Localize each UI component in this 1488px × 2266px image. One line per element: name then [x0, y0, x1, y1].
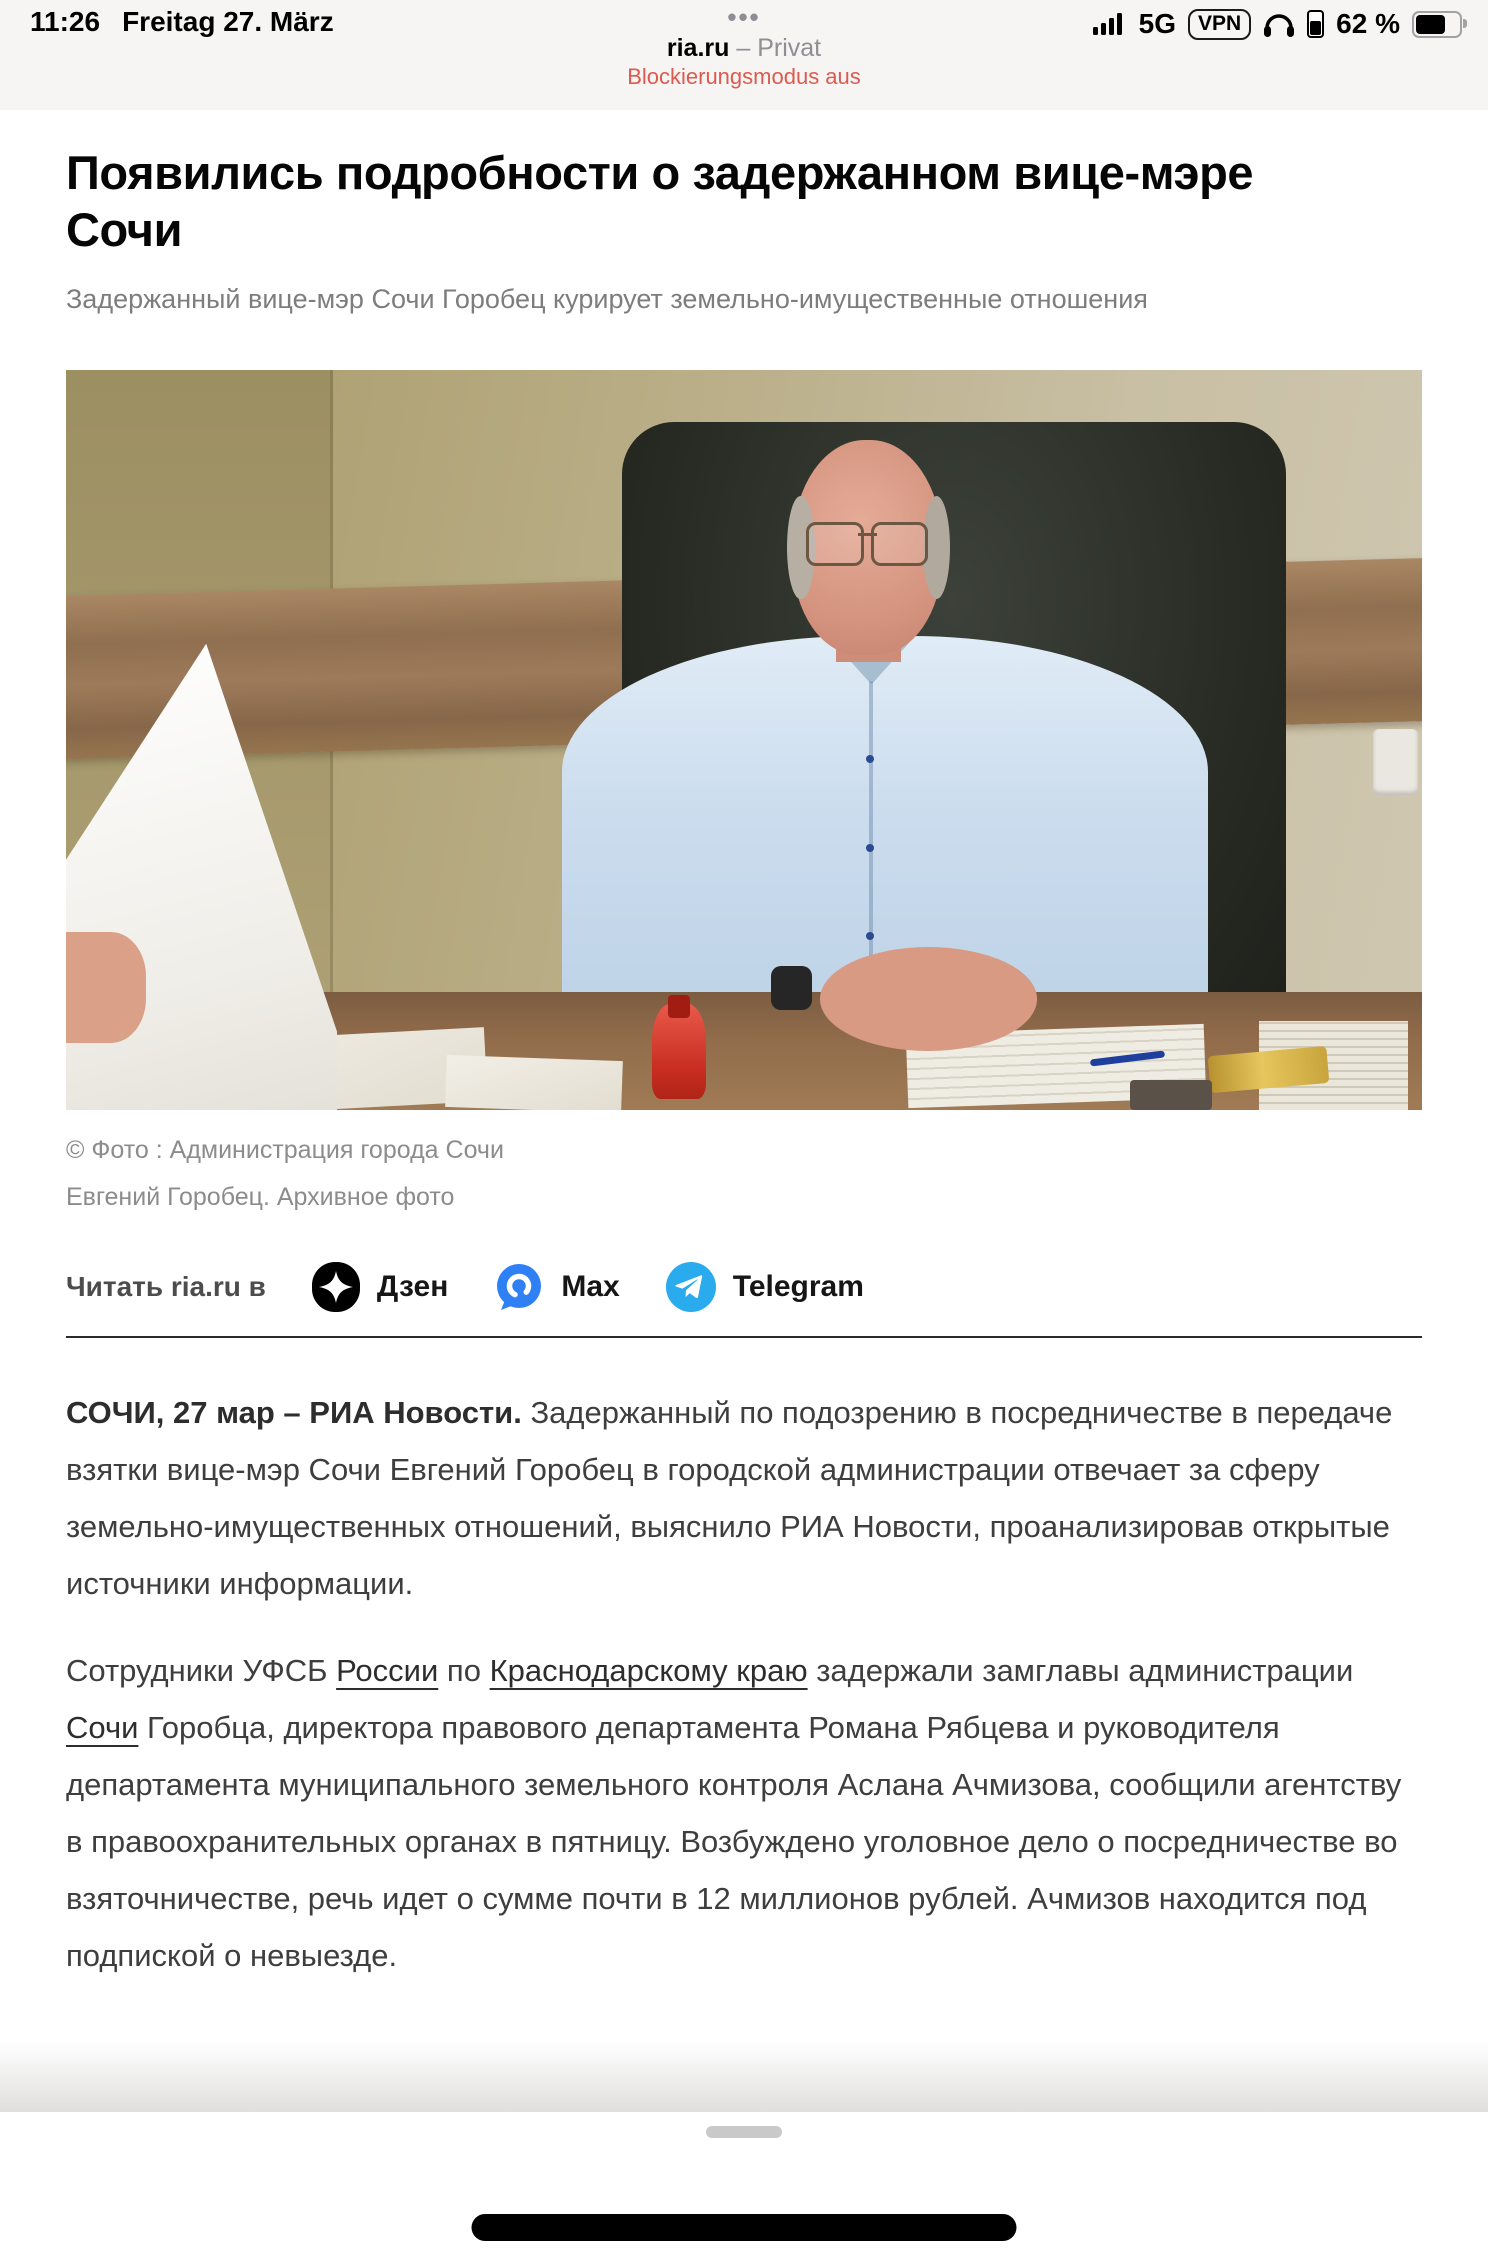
article-photo: [66, 370, 1422, 1110]
photo-man-hands: [820, 947, 1037, 1051]
article-subtitle: Задержанный вице-мэр Сочи Горобец курирует земельно-имущественные отношения: [66, 284, 1148, 314]
status-time: 11:26: [30, 6, 101, 37]
share-row: [66, 1262, 1422, 1312]
safari-top-bar: [0, 0, 1488, 110]
photo-glasses-lens: [871, 522, 928, 566]
social-link-dzen[interactable]: [312, 1262, 448, 1312]
social-label: Дзен: [376, 1270, 449, 1303]
status-date: Freitag 27. März: [122, 6, 334, 37]
photo-red-bottle-cap: [668, 995, 690, 1017]
inline-link[interactable]: России: [336, 1653, 439, 1688]
bottom-fade: [0, 2042, 1488, 2112]
photo-light-switch: [1373, 729, 1418, 796]
tab-bar-handle[interactable]: [706, 2126, 782, 2138]
photo-phone: [1130, 1080, 1211, 1110]
photo-glasses: [806, 522, 928, 560]
photo-glasses-bridge: [858, 533, 878, 536]
status-center-dots: •••: [727, 2, 761, 32]
photo-wristwatch: [771, 966, 812, 1010]
photo-credit: © Фото : Администрация города Сочи: [66, 1136, 504, 1164]
article-paragraph-2: Сотрудники УФСБ России по Краснодарскому краю задержали замглавы администрации Сочи Горобца, директора правового департамента Романа Рябцева и руководителя департамента муниципального земельного контроля Аслана Ачмизова, сообщили агентству в правоохранительных органах в пятницу. Возбуждено уголовное дело о посредничестве во взяточничестве, речь идет о сумме почти в 12 миллионов рублей. Ачмизов находится под подпиской о невыезде.: [66, 1653, 1402, 1973]
private-label: – Privat: [729, 34, 822, 62]
social-link-telegram[interactable]: [666, 1262, 864, 1312]
article-content: [0, 110, 1488, 1984]
network-label: 5G: [1138, 8, 1176, 39]
site-name[interactable]: ria.ru: [666, 34, 730, 62]
vpn-badge: VPN: [1188, 9, 1251, 40]
article-title: Появились подробности о задержанном вице-мэре Сочи: [66, 146, 1254, 256]
inline-link[interactable]: Сочи: [66, 1710, 139, 1745]
telegram-icon: [666, 1262, 716, 1312]
address-bar[interactable]: [0, 34, 1488, 63]
home-indicator[interactable]: [472, 2214, 1017, 2241]
divider: [66, 1336, 1422, 1338]
photo-caption: Евгений Горобец. Архивное фото: [66, 1183, 455, 1211]
read-on-label: Читать ria.ru в: [66, 1271, 266, 1302]
article-paragraph-1: СОЧИ, 27 мар – РИА Новости. Задержанный по подозрению в посредничестве в передаче взятки вице-мэр Сочи Евгений Горобец в городской администрации отвечает за сферу земельно-имущественных отношений, выяснило РИА Новости, проанализировав открытые источники информации.: [66, 1395, 1393, 1601]
photo-shirt-button: [866, 755, 874, 763]
photo-paper: [445, 1055, 623, 1110]
photo-left-hand: [66, 932, 146, 1043]
photo-glasses-lens: [806, 522, 863, 566]
social-label: Telegram: [732, 1270, 864, 1303]
social-link-max[interactable]: [494, 1262, 619, 1312]
battery-fill: [1416, 15, 1445, 34]
battery-percent: 62 %: [1336, 8, 1400, 39]
inline-link[interactable]: Краснодарскому краю: [489, 1653, 808, 1688]
social-label: Max: [561, 1270, 620, 1303]
photo-shirt-button: [866, 844, 874, 852]
max-icon: [494, 1262, 544, 1312]
dzen-icon: [312, 1262, 360, 1312]
blocker-notice[interactable]: Blockierungsmodus aus: [627, 64, 861, 89]
signal-icon: [1093, 12, 1127, 36]
